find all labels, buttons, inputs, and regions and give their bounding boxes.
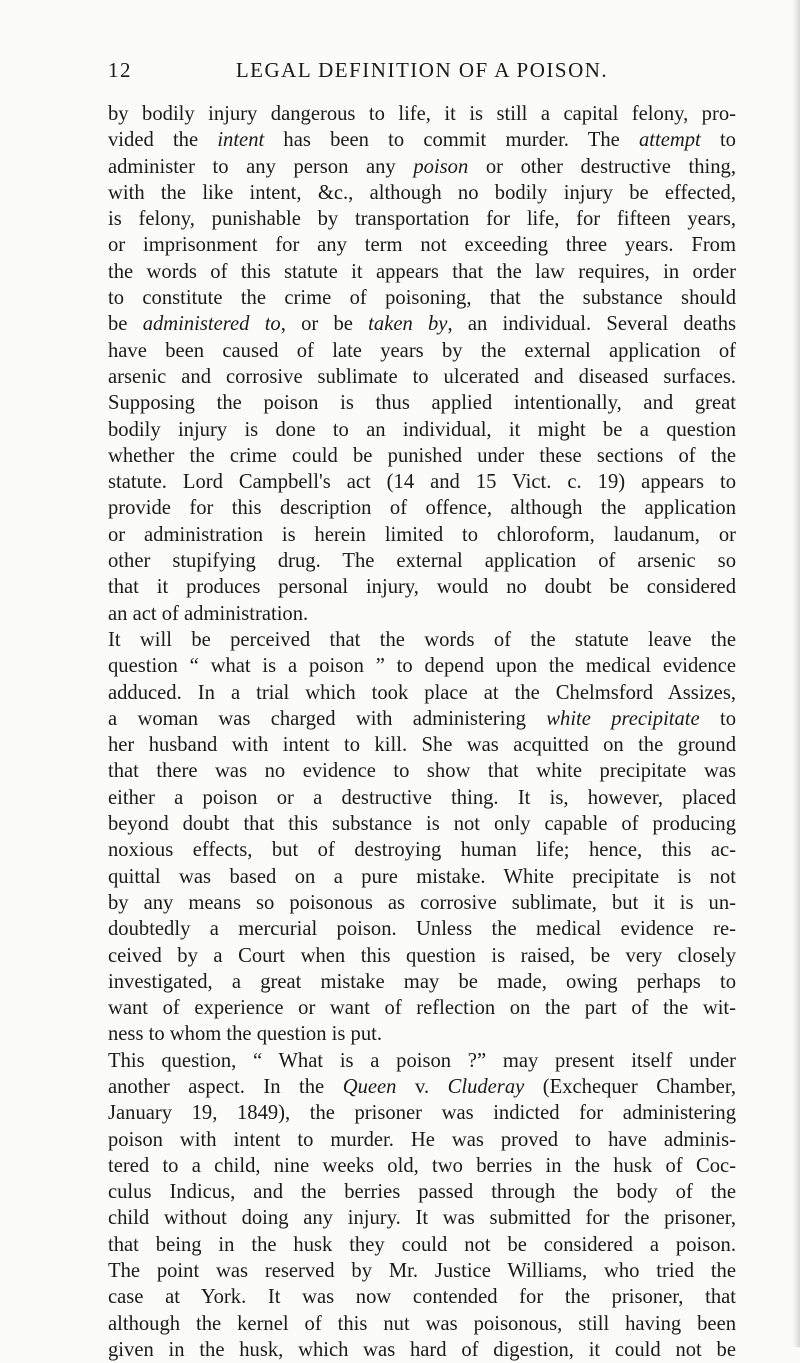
- text-line: want of experience or want of reflection on the part of the wit-: [108, 997, 736, 1020]
- text-line: investigated, a great mistake may be made, owing perhaps to: [108, 970, 736, 993]
- text-line: that there was no evidence to show that white precipitate was: [108, 760, 736, 783]
- text-line: The point was reserved by Mr. Justice Williams, who tried the: [108, 1260, 736, 1283]
- page-number: 12: [108, 58, 132, 82]
- text-line: arsenic and corrosive sublimate to ulcerated and diseased surfaces.: [108, 365, 736, 388]
- text-line: child without doing any injury. It was submitted for the prisoner,: [108, 1207, 736, 1230]
- text-line: an act of administration.: [108, 602, 309, 625]
- text-line: a woman was charged with administering white precipitate to: [108, 707, 736, 730]
- text-line: either a poison or a destructive thing. It is, however, placed: [108, 786, 736, 809]
- text-line: whether the crime could be punished under these sections of the: [108, 444, 736, 467]
- text-line: administer to any person any poison or other destructive thing,: [108, 155, 736, 178]
- text-line: have been caused of late years by the external application of: [108, 339, 736, 362]
- text-line: although the kernel of this nut was poisonous, still having been: [108, 1312, 736, 1335]
- text-line: bodily injury is done to an individual, it might be a question: [108, 418, 736, 441]
- text-line: statute. Lord Campbell's act (14 and 15 Vict. c. 19) appears to: [108, 471, 736, 494]
- text-line: question “ what is a poison ” to depend upon the medical evidence: [108, 655, 736, 678]
- text-line: case at York. It was now contended for the prisoner, that: [108, 1286, 736, 1309]
- text-line: other stupifying drug. The external application of arsenic so: [108, 550, 736, 573]
- text-line: or administration is herein limited to chloroform, laudanum, or: [108, 523, 736, 546]
- text-line: culus Indicus, and the berries passed through the body of the: [108, 1181, 736, 1204]
- text-line: tered to a child, nine weeks old, two berries in the husk of Coc-: [108, 1154, 736, 1177]
- text-line: to constitute the crime of poisoning, that the substance should: [108, 287, 736, 310]
- text-line: her husband with intent to kill. She was acquitted on the ground: [108, 734, 736, 757]
- text-line: is felony, punishable by transportation for life, for fifteen years,: [108, 208, 736, 231]
- text-line: by any means so poisonous as corrosive sublimate, but it is un-: [108, 891, 736, 914]
- text-line: provide for this description of offence, although the application: [108, 497, 736, 520]
- page-header: [108, 58, 736, 88]
- text-line: doubtedly a mercurial poison. Unless the medical evidence re-: [108, 918, 736, 941]
- text-line: This question, “ What is a poison ?” may present itself under: [108, 1049, 736, 1072]
- text-line: that being in the husk they could not be considered a poison.: [108, 1233, 736, 1256]
- text-line: or imprisonment for any term not exceeding three years. From: [108, 234, 736, 257]
- text-line: by bodily injury dangerous to life, it is still a capital felony, pro-: [108, 103, 736, 125]
- page-edge-shadow: [792, 0, 800, 1347]
- text-line: It will be perceived that the words of the statute leave the: [108, 628, 736, 651]
- text-line: Supposing the poison is thus applied intentionally, and great: [108, 392, 736, 415]
- text-line: that it produces personal injury, would no doubt be considered: [108, 576, 736, 599]
- text-line: quittal was based on a pure mistake. White precipitate is not: [108, 865, 736, 888]
- text-line: vided the intent has been to commit murder. The attempt to: [108, 129, 736, 152]
- text-line: ceived by a Court when this question is raised, be very closely: [108, 944, 736, 967]
- text-line: with the like intent, &c., although no bodily injury be effected,: [108, 181, 736, 204]
- text-line: be administered to, or be taken by, an individual. Several deaths: [108, 313, 736, 336]
- text-line: adduced. In a trial which took place at the Chelmsford Assizes,: [108, 681, 736, 704]
- body-text: [108, 101, 736, 1363]
- text-line: ness to whom the question is put.: [108, 1023, 383, 1046]
- text-line: January 19, 1849), the prisoner was indicted for administering: [108, 1102, 736, 1125]
- text-line: noxious effects, but of destroying human life; hence, this ac-: [108, 839, 736, 862]
- text-line: the words of this statute it appears that the law requires, in order: [108, 260, 736, 283]
- running-title: LEGAL DEFINITION OF A POISON.: [235, 58, 609, 82]
- text-line: given in the husk, which was hard of digestion, it could not be: [108, 1338, 736, 1361]
- text-line: another aspect. In the Queen v. Cluderay (Exchequer Chamber,: [108, 1075, 736, 1098]
- text-line: poison with intent to murder. He was proved to have adminis-: [108, 1128, 736, 1151]
- text-line: beyond doubt that this substance is not only capable of producing: [108, 813, 736, 836]
